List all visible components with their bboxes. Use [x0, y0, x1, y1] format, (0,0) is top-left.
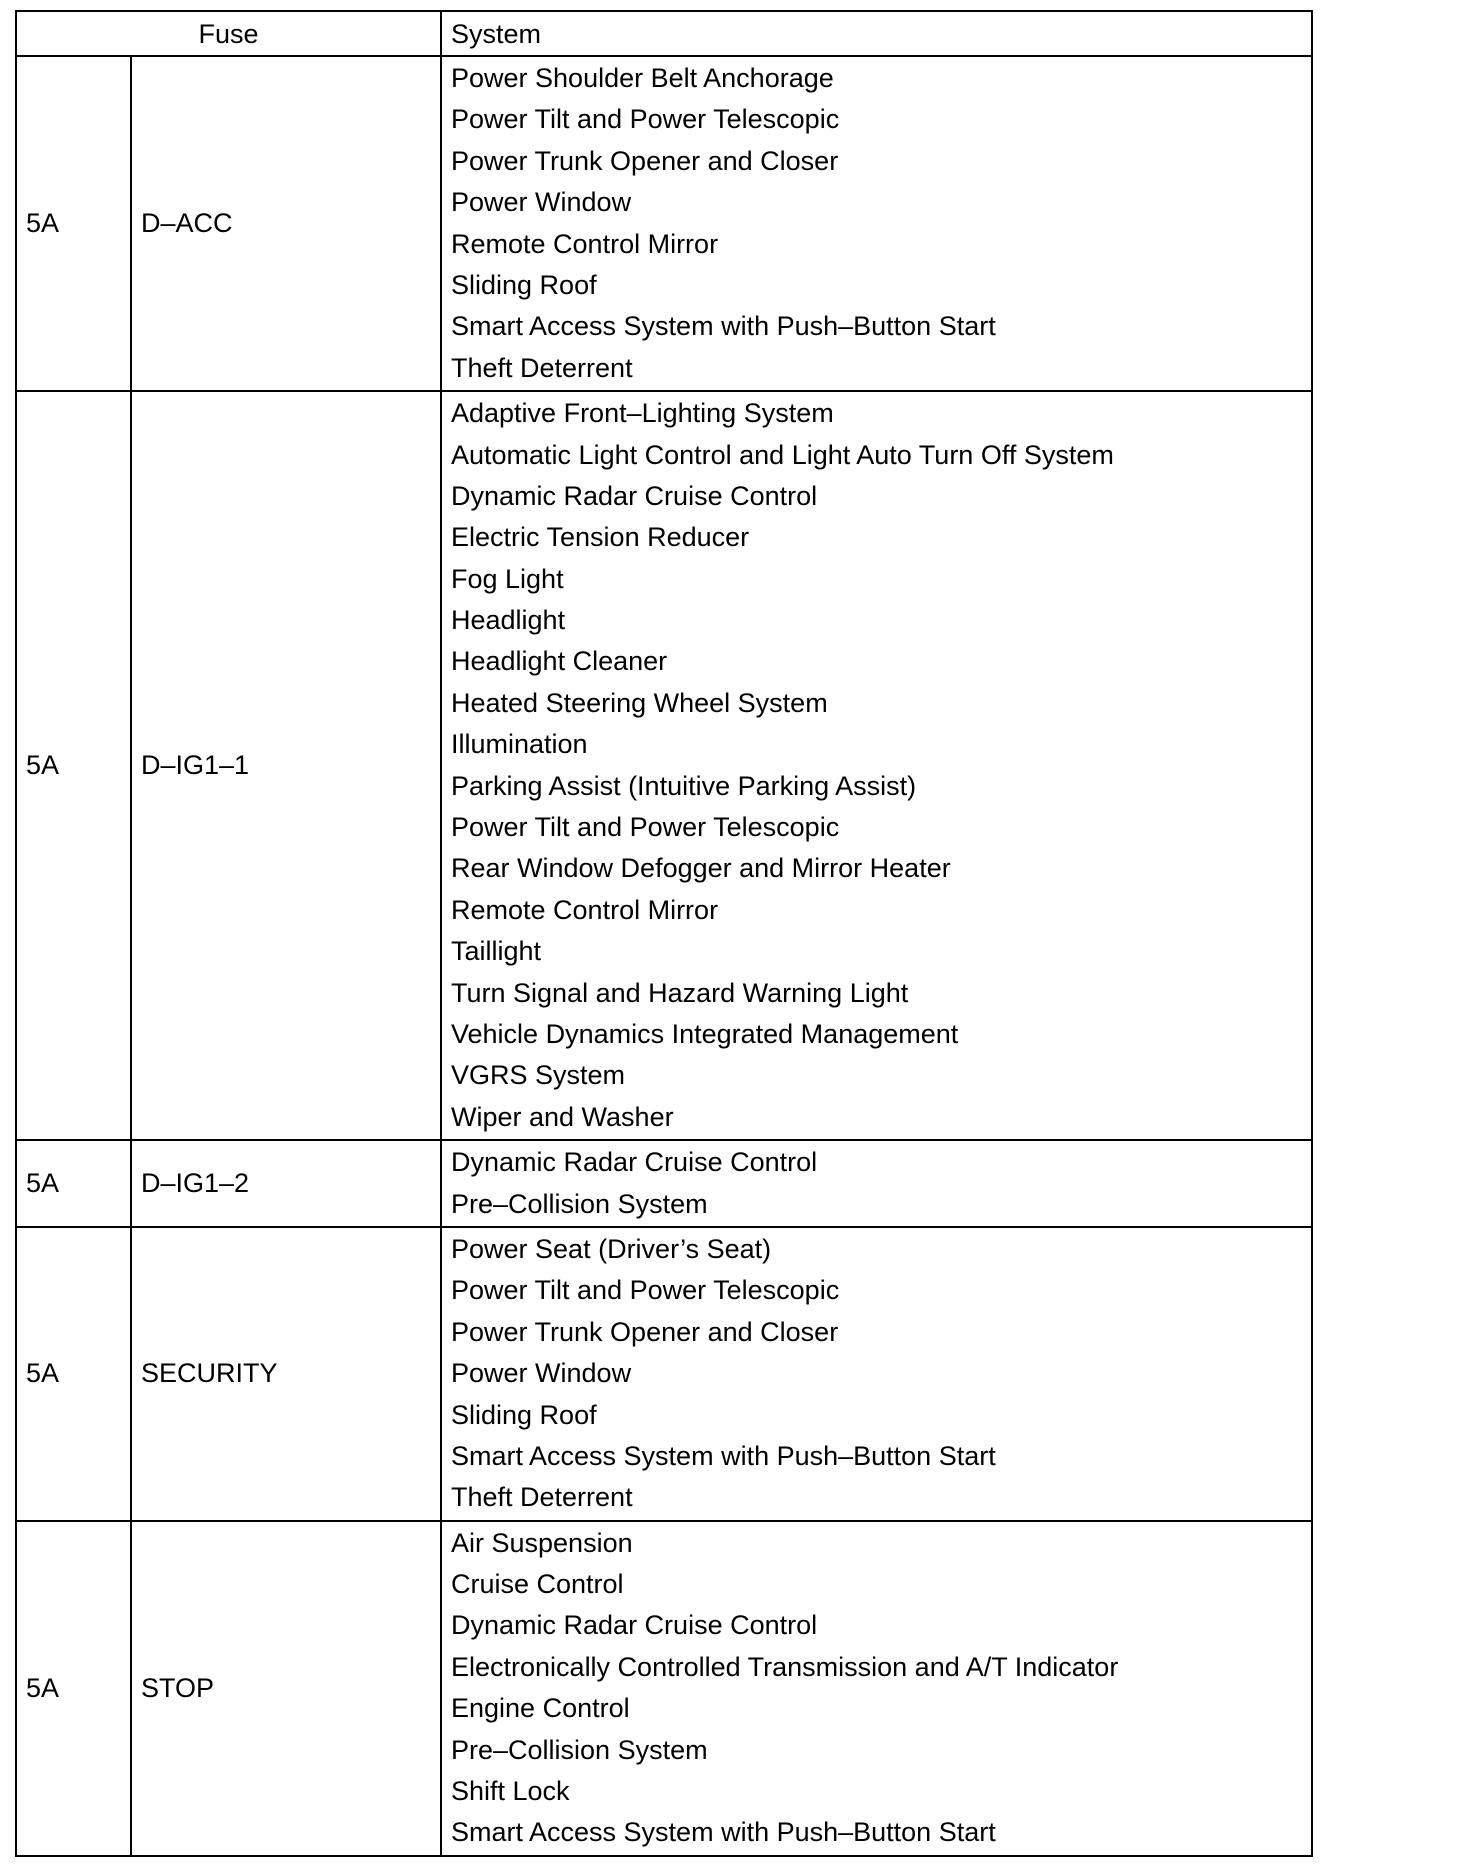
- system-item: Vehicle Dynamics Integrated Management: [451, 1018, 959, 1049]
- system-item: Turn Signal and Hazard Warning Light: [451, 977, 909, 1008]
- system-item: Dynamic Radar Cruise Control: [451, 480, 818, 511]
- system-item: Power Trunk Opener and Closer: [451, 1316, 839, 1347]
- system-item: Pre–Collision System: [451, 1188, 708, 1219]
- system-item: Engine Control: [451, 1693, 630, 1724]
- fuse-amperage: 5A: [16, 1521, 131, 1856]
- system-item: Dynamic Radar Cruise Control: [451, 1147, 818, 1178]
- fuse-amperage: 5A: [16, 1140, 131, 1227]
- system-item: Smart Access System with Push–Button Start: [451, 1440, 996, 1471]
- system-list: [441, 1521, 1312, 1856]
- system-item: Heated Steering Wheel System: [451, 687, 828, 718]
- system-column-header: System: [441, 11, 1312, 56]
- system-list: [441, 1227, 1312, 1521]
- fuse-name: SECURITY: [131, 1227, 441, 1521]
- fuse-system-table: [15, 10, 1313, 1857]
- system-item: Dynamic Radar Cruise Control: [451, 1610, 818, 1641]
- system-item: Power Tilt and Power Telescopic: [451, 104, 840, 135]
- fuse-name: D–IG1–1: [131, 391, 441, 1140]
- system-item: Theft Deterrent: [451, 1482, 633, 1513]
- fuse-amperage: 5A: [16, 56, 131, 391]
- table-row: [16, 391, 1312, 1140]
- system-item: VGRS System: [451, 1060, 626, 1091]
- table-row: [16, 1521, 1312, 1856]
- system-list: [441, 391, 1312, 1140]
- system-item: Headlight Cleaner: [451, 646, 668, 677]
- system-item: Air Suspension: [451, 1527, 633, 1558]
- system-item: Theft Deterrent: [451, 352, 633, 383]
- fuse-rows: [16, 56, 1312, 1856]
- system-item: Power Seat (Driver’s Seat): [451, 1233, 772, 1264]
- fuse-amperage: 5A: [16, 391, 131, 1140]
- table-row: [16, 1140, 1312, 1227]
- system-item: Cruise Control: [451, 1569, 624, 1600]
- fuse-name: D–ACC: [131, 56, 441, 391]
- system-item: Electronically Controlled Transmission and A/T Indicator: [451, 1651, 1119, 1682]
- system-item: Automatic Light Control and Light Auto Turn Off System: [451, 439, 1114, 470]
- table-row: [16, 56, 1312, 391]
- table-row: [16, 1227, 1312, 1521]
- system-item: Pre–Collision System: [451, 1734, 708, 1765]
- system-item: Power Tilt and Power Telescopic: [451, 1275, 840, 1306]
- system-item: Shift Lock: [451, 1776, 570, 1807]
- system-item: Rear Window Defogger and Mirror Heater: [451, 853, 951, 884]
- system-list: [441, 56, 1312, 391]
- system-item: Illumination: [451, 729, 588, 760]
- system-item: Remote Control Mirror: [451, 894, 719, 925]
- system-item: Adaptive Front–Lighting System: [451, 398, 834, 429]
- fuse-amperage: 5A: [16, 1227, 131, 1521]
- system-item: Smart Access System with Push–Button Start: [451, 311, 996, 342]
- system-item: Power Window: [451, 1358, 632, 1389]
- system-item: Wiper and Washer: [451, 1101, 674, 1132]
- system-item: Parking Assist (Intuitive Parking Assist): [451, 770, 917, 801]
- fuse-column-header: Fuse: [16, 11, 441, 56]
- system-item: Fog Light: [451, 563, 564, 594]
- fuse-name: D–IG1–2: [131, 1140, 441, 1227]
- system-item: Smart Access System with Push–Button Start: [451, 1817, 996, 1848]
- system-item: Power Shoulder Belt Anchorage: [451, 63, 834, 93]
- system-item: Remote Control Mirror: [451, 228, 719, 259]
- system-item: Headlight: [451, 605, 566, 636]
- system-list: [441, 1140, 1312, 1227]
- system-item: Power Window: [451, 187, 632, 218]
- system-item: Electric Tension Reducer: [451, 522, 750, 553]
- system-item: Sliding Roof: [451, 1399, 597, 1430]
- system-item: Sliding Roof: [451, 269, 597, 300]
- system-item: Power Tilt and Power Telescopic: [451, 812, 840, 843]
- system-item: Taillight: [451, 936, 542, 967]
- system-item: Power Trunk Opener and Closer: [451, 145, 839, 176]
- fuse-name: STOP: [131, 1521, 441, 1856]
- header-row: [16, 11, 1312, 56]
